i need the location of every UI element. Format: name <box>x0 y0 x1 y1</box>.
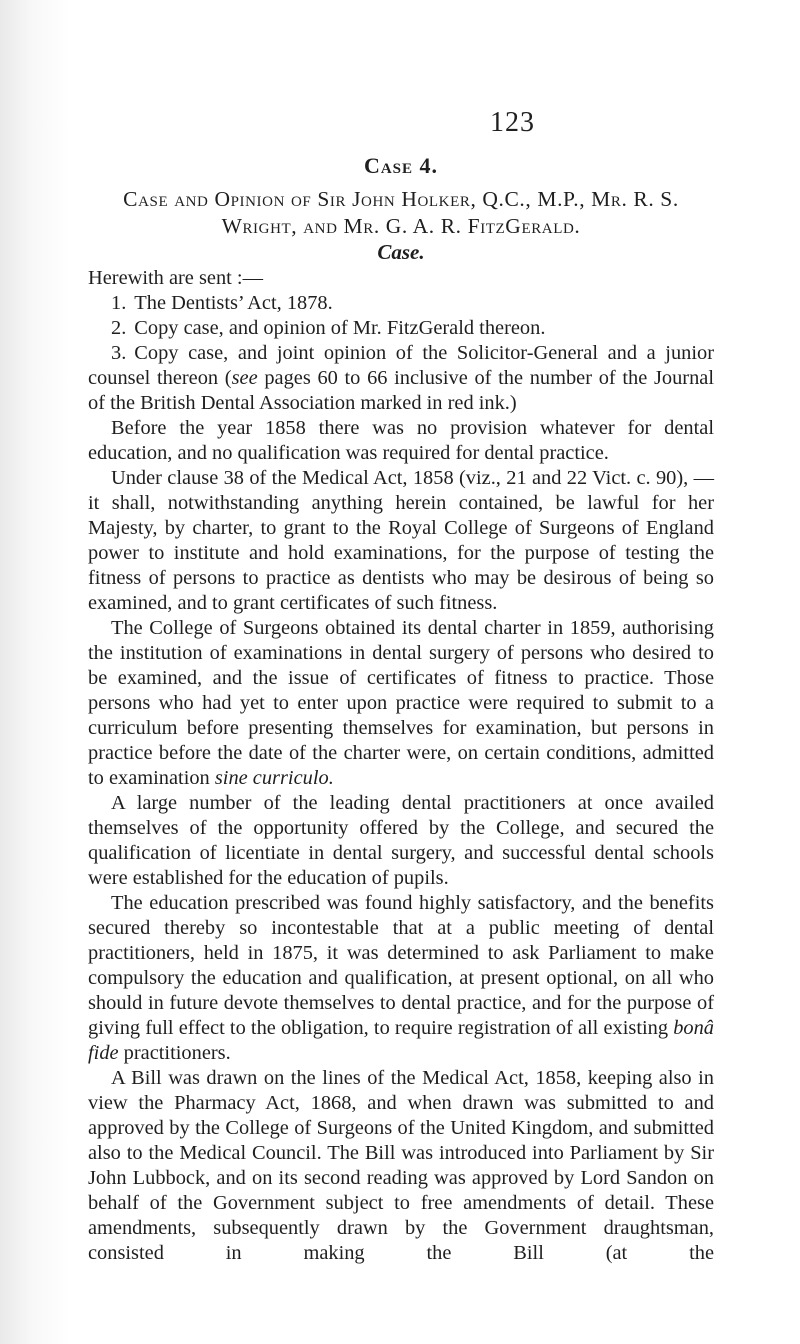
list-item <box>88 316 714 341</box>
paragraph-4: A large number of the leading dental practitioners at once availed themselves of the opportunity offered by the College, and secured the qualification of licentiate in dental surgery, and successful dental schools were established for the education of pupils. <box>88 792 714 889</box>
list-item-text: Copy case, and joint opinion of the Solicitor-General and a junior counsel thereon ( <box>88 342 714 389</box>
list-item-text-continued: pages 60 to 66 inclusive of the number of the Journal of the British Dental Association marked in red ink.) <box>88 367 714 414</box>
paragraph-1: Before the year 1858 there was no provision whatever for dental education, and no qualification was required for dental practice. <box>88 417 714 464</box>
paragraph-3 <box>88 616 714 791</box>
list-item-text: Copy case, and opinion of Mr. FitzGerald thereon. <box>134 317 546 339</box>
body-text <box>88 266 714 1266</box>
paragraph-5-latin-phrase: bonâ fide <box>88 1017 714 1064</box>
case-heading: Case 4. <box>363 153 439 178</box>
paragraph-5-text-end: practitioners. <box>118 1042 231 1064</box>
page-number: 123 <box>490 107 535 138</box>
enclosure-list <box>88 291 714 416</box>
list-item-number: 3. <box>111 342 127 364</box>
case-title-line-2: Wright, and Mr. G. A. R. FitzGerald. <box>221 214 581 238</box>
paragraph-2: Under clause 38 of the Medical Act, 1858 (viz., 21 and 22 Vict. c. 90), —it shall, notwithstanding anything herein contained, be lawful for her Majesty, by charter, to grant to the Royal College of Surgeons of England power to institute and hold examinations, for the purpose of testing the fitness of persons to practice as dentists who may be desirous of being so examined, and to grant certificates of such fitness. <box>88 467 714 614</box>
list-item <box>88 341 714 416</box>
paragraph-3-text: The College of Surgeons obtained its dental charter in 1859, authorising the institution of examinations in dental surgery of persons who desired to be examined, and the issue of certificates of fitness to practice. Those persons who had yet to enter upon practice were required to submit to a curriculum before presenting themselves for examination, but persons in practice before the date of the charter were, on certain conditions, admitted to examination <box>88 617 714 789</box>
list-item-number: 1. <box>111 292 127 314</box>
list-item-text: The Dentists’ Act, 1878. <box>134 292 333 314</box>
see-reference: see <box>231 367 258 389</box>
paragraph-3-latin-phrase: sine curriculo. <box>214 767 334 789</box>
paragraph-5 <box>88 891 714 1066</box>
list-item <box>88 291 714 316</box>
intro-line: Herewith are sent :— <box>88 267 263 289</box>
case-title-line-1: Case and Opinion of Sir John Holker, Q.C., M.P., Mr. R. S. <box>123 187 679 211</box>
case-title <box>88 186 714 240</box>
paragraph-5-text: The education prescribed was found highly satisfactory, and the benefits secured thereby so incontestable that at a public meeting of dental practitioners, held in 1875, it was determined to ask Parliament to make compulsory the education and qualification, at present optional, on all who should in future devote themselves to dental practice, and for the purpose of giving full effect to the obligation, to require registration of all existing <box>88 892 714 1039</box>
list-item-number: 2. <box>111 317 127 339</box>
paragraph-6: A Bill was drawn on the lines of the Medical Act, 1858, keeping also in view the Pharmacy Act, 1868, and when drawn was submitted to and approved by the College of Surgeons of the United Kingdom, and submitted also to the Medical Council. The Bill was introduced into Parliament by Sir John Lubbock, and on its second reading was approved by Lord Sandon on behalf of the Government subject to free amendments of detail. These amendments, subsequently drawn by the Government draughtsman, consisted in making the Bill (at the <box>88 1067 714 1264</box>
section-title: Case. <box>377 240 425 264</box>
